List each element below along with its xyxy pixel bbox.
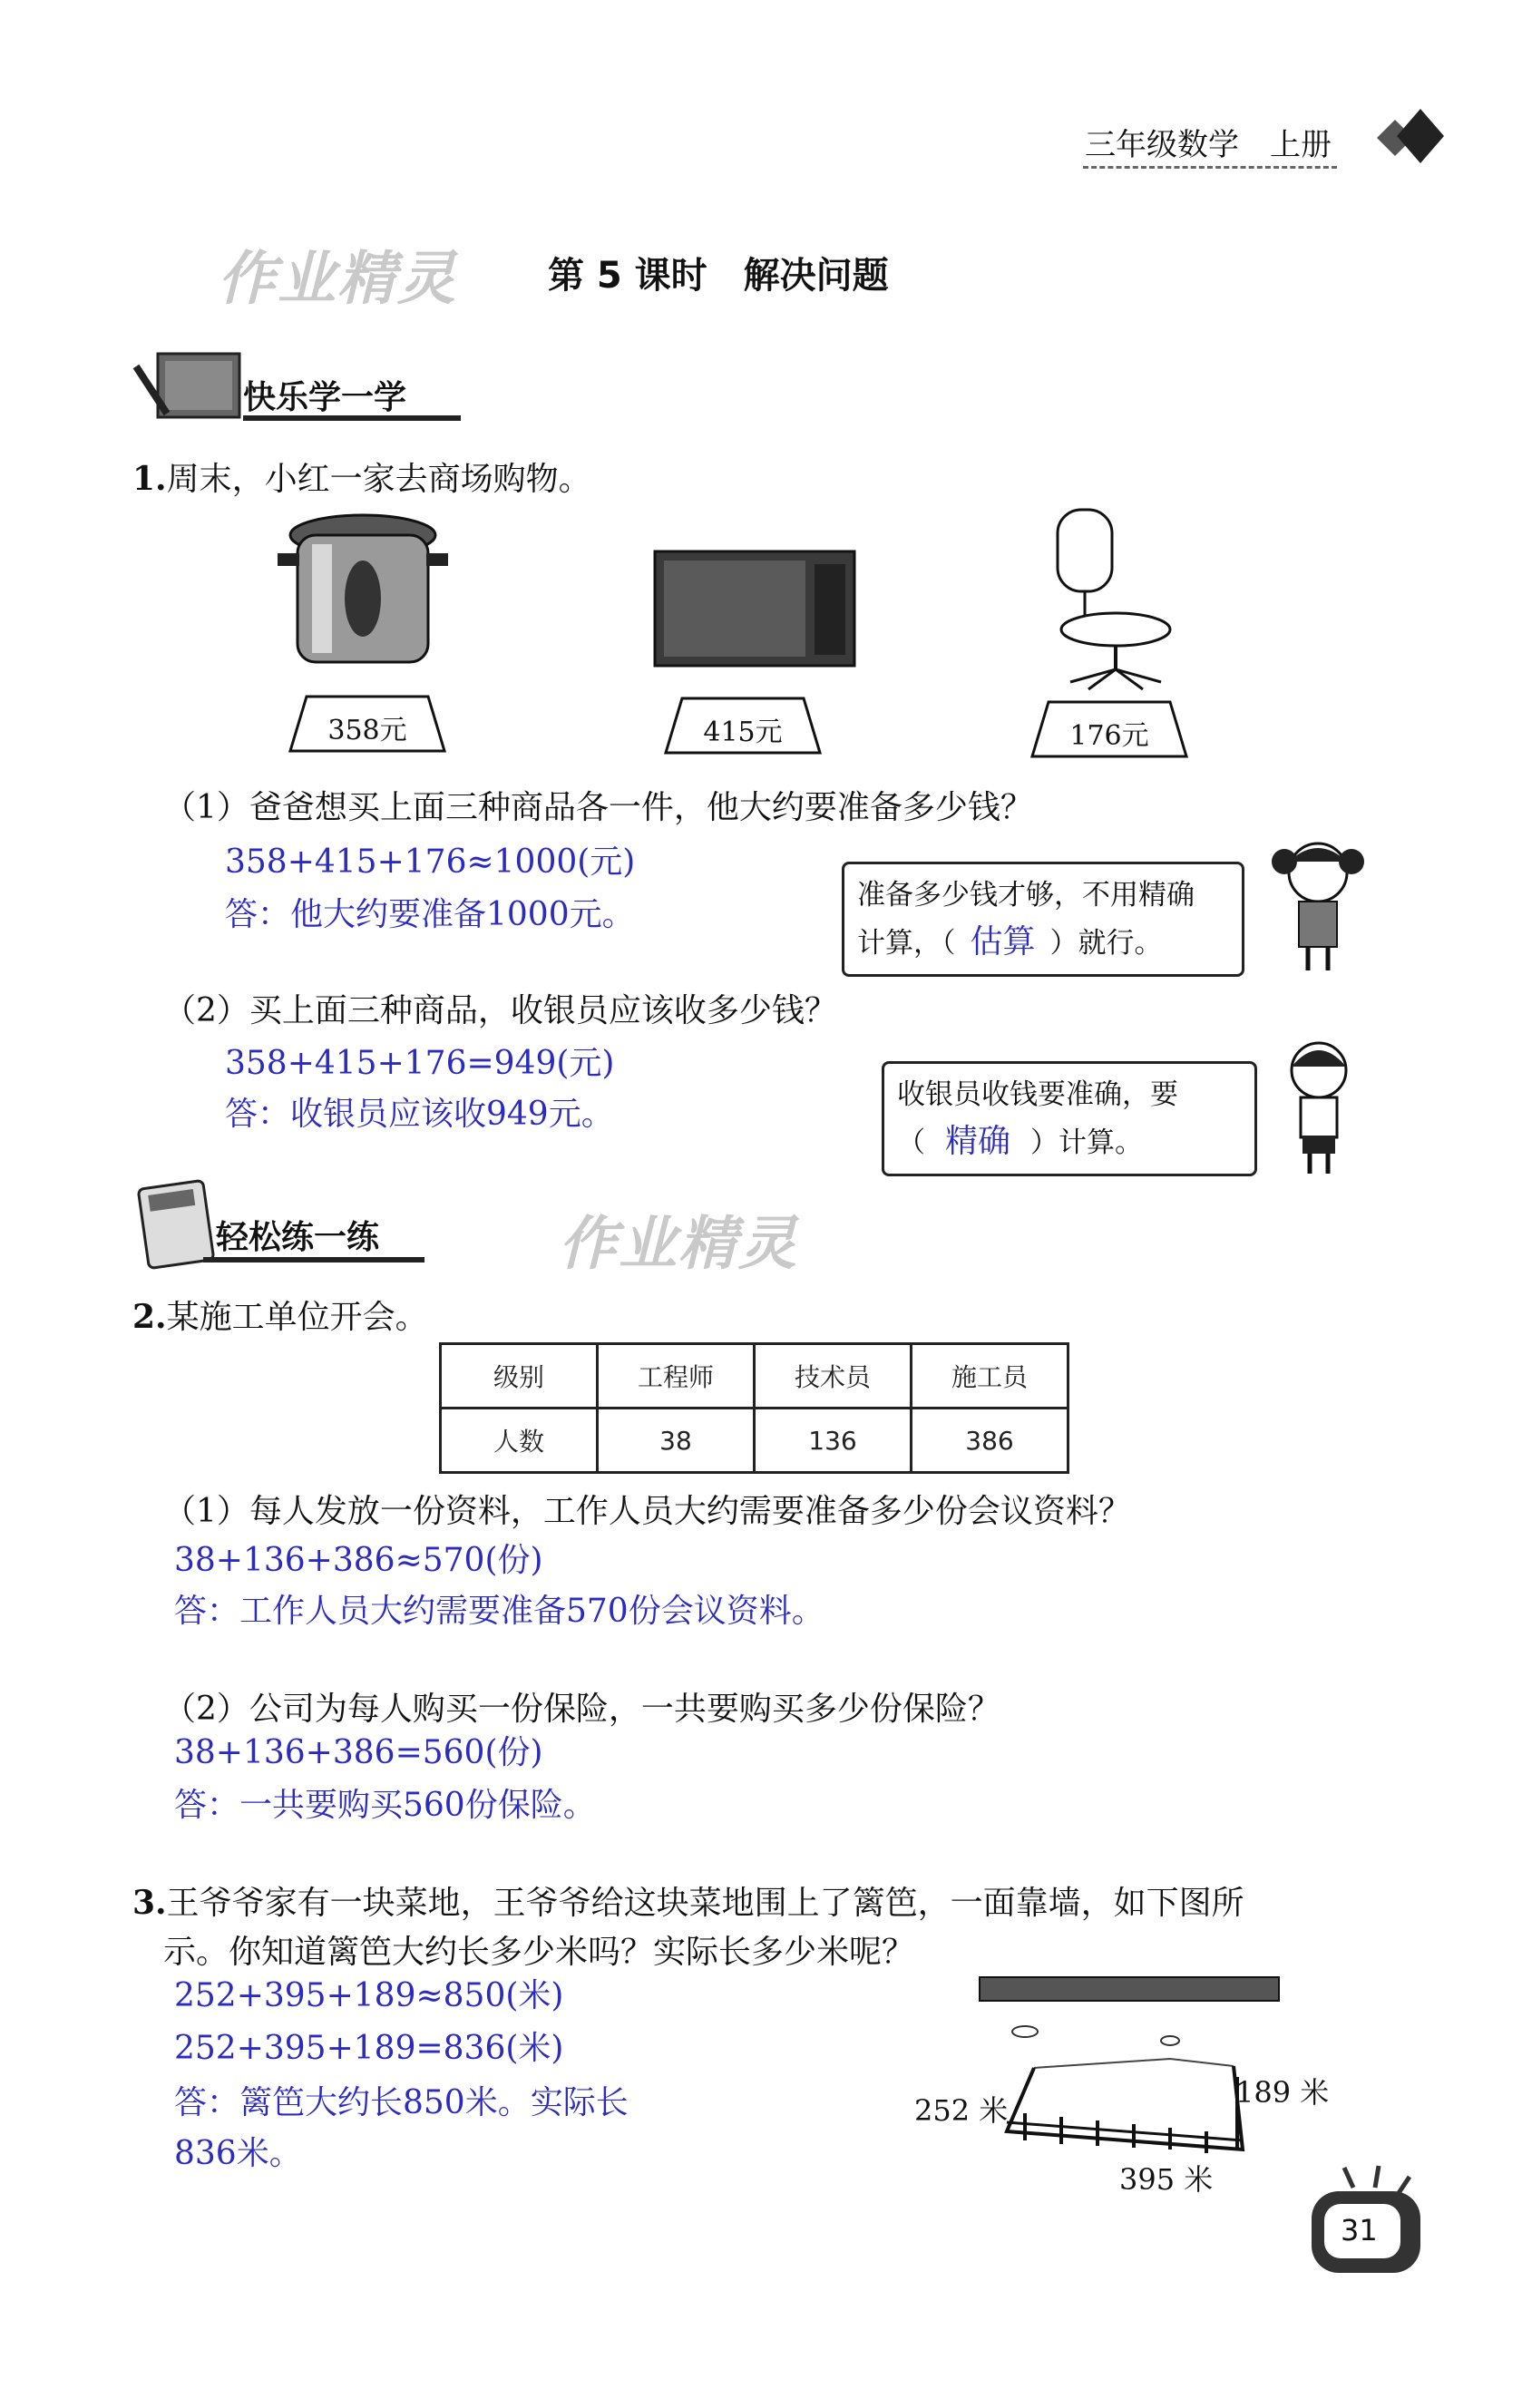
staff-table — [439, 1342, 1069, 1474]
section-learn-title: 快乐学一学 — [243, 379, 407, 416]
fence-bottom-length: 395 米 — [1119, 2162, 1214, 2197]
diamond-decoration-icon — [1350, 102, 1459, 174]
table-cell: 工程师 — [598, 1344, 755, 1409]
page-number: 31 — [1341, 2213, 1378, 2247]
speech-bubble-boy — [882, 1061, 1257, 1176]
watermark: 作业精灵 — [218, 246, 457, 313]
table-cell: 级别 — [441, 1344, 598, 1409]
price-tag-1: 358元 — [327, 715, 407, 746]
q2-sub2-question: （2）公司为每人购买一份保险，一共要购买多少份保险？ — [163, 1691, 1000, 1728]
section-learn-banner — [243, 372, 461, 421]
q1-sub1-formula: 358+415+176≈1000(元) — [225, 843, 636, 881]
bubble-line-2 — [897, 1118, 1242, 1166]
table-cell: 施工员 — [912, 1344, 1068, 1409]
q3-text-line1: 王爷爷家有一块菜地，王爷爷给这块菜地围上了篱笆，一面靠墙，如下图所 — [166, 1885, 1244, 1922]
table-cell: 技术员 — [755, 1344, 912, 1409]
speech-bubble-girl — [842, 862, 1244, 977]
q3-formula-1: 252+395+189≈850(米) — [174, 1977, 564, 2014]
bubble-text: ）就行。 — [1049, 927, 1163, 960]
bubble-text: 计算，（ — [857, 927, 956, 960]
price-tag-3: 176元 — [1069, 720, 1149, 752]
price-tag-2: 415元 — [703, 717, 783, 748]
table-row — [441, 1409, 1068, 1473]
q2-sub1-question: （1）每人发放一份资料，工作人员大约需要准备多少份会议资料？ — [163, 1493, 1131, 1530]
q3-line1 — [132, 1877, 1244, 1924]
rice-cooker-image — [272, 508, 454, 680]
chair-image — [1052, 504, 1179, 695]
q2-sub1-formula: 38+136+386≈570(份) — [174, 1542, 543, 1579]
table-cell: 386 — [912, 1409, 1068, 1473]
q3-text-line2: 示。你知道篱笆大约长多少米吗？实际长多少米呢？ — [163, 1934, 915, 1971]
q1-sub2-question: （2）买上面三种商品，收银员应该收多少钱？ — [163, 992, 837, 1029]
lesson-title: 第 5 课时 解决问题 — [548, 255, 889, 297]
section-practice-banner — [203, 1212, 424, 1262]
bubble-text: ）计算。 — [1030, 1126, 1144, 1159]
bubble-text: （ — [897, 1126, 925, 1159]
bubble-fill-answer: 估算 — [970, 923, 1036, 960]
table-row — [441, 1344, 1068, 1409]
table-cell: 38 — [598, 1409, 755, 1473]
q3-formula-2: 252+395+189=836(米) — [174, 2030, 564, 2067]
q1-line — [132, 453, 591, 500]
section-practice-title: 轻松练一练 — [216, 1219, 380, 1256]
q1-text: 周末，小红一家去商场购物。 — [166, 461, 591, 498]
fence-left-length: 252 米 — [914, 2093, 1009, 2128]
q2-sub2-answer: 答：一共要购买560份保险。 — [174, 1787, 596, 1824]
table-cell: 136 — [755, 1409, 912, 1473]
header-rule — [1083, 166, 1337, 169]
microwave-image — [651, 548, 858, 671]
q2-number: 2. — [132, 1298, 167, 1336]
pencil-board-icon — [131, 348, 249, 430]
q1-sub1-answer: 答：他大约要准备1000元。 — [225, 896, 635, 933]
q3-answer-line2: 836米。 — [174, 2135, 302, 2172]
bubble-line: 收银员收钱要准确，要 — [897, 1078, 1178, 1111]
fence-right-length: 189 米 — [1235, 2075, 1330, 2110]
q1-sub2-answer: 答：收银员应该收949元。 — [225, 1096, 614, 1133]
boy-character-image — [1273, 1034, 1364, 1179]
q1-sub2-formula: 358+415+176=949(元) — [225, 1045, 615, 1082]
page-subtitle: 三年级数学 上册 — [1085, 127, 1332, 163]
q2-sub2-formula: 38+136+386=560(份) — [174, 1734, 543, 1771]
q3-number: 3. — [132, 1884, 167, 1922]
table-cell: 人数 — [441, 1409, 598, 1473]
girl-character-image — [1268, 834, 1368, 980]
q1-sub1-question: （1）爸爸想买上面三种商品各一件，他大约要准备多少钱？ — [163, 789, 1033, 826]
bubble-line-2 — [857, 919, 1229, 967]
q2-sub1-answer: 答：工作人员大约需要准备570份会议资料。 — [174, 1593, 824, 1630]
q1-number: 1. — [132, 460, 167, 498]
q2-line — [132, 1292, 428, 1338]
q3-answer-line1: 答：篱笆大约长850米。实际长 — [174, 2084, 629, 2121]
bubble-line: 准备多少钱才够，不用精确 — [857, 879, 1195, 912]
watermark: 作业精灵 — [559, 1211, 798, 1278]
q2-text: 某施工单位开会。 — [166, 1299, 428, 1336]
bubble-fill-answer: 精确 — [945, 1123, 1011, 1160]
